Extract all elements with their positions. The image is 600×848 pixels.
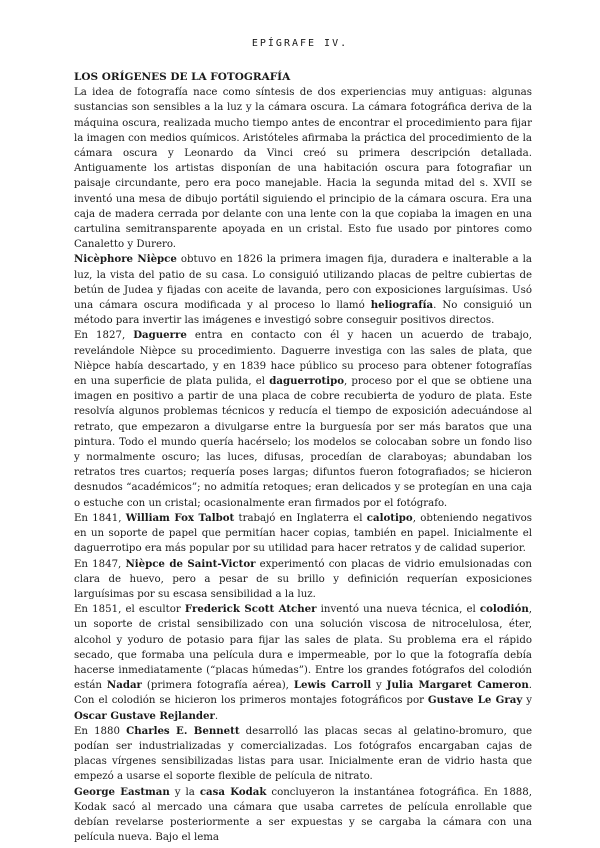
person-name: Frederick Scott Atcher [184, 603, 317, 616]
term: colodión [479, 603, 529, 616]
paragraph-3: En 1827, Daguerre entra en contacto con él y hacen un acuerdo de trabajo, revelándole Nièpce su procedimiento. Daguerre investiga con las sales de plata, que Nièpce había descartado, y en 1839 hace público su proceso para obtener fotografías en una superficie de plata pulida, el daguerrotipo, proceso por el que se obtiene una imagen en positivo a partir de una placa de cobre recubierta de yoduro de plata. Este resolvía algunos problemas técnicos y reducía el tiempo de exposición adecuándose al retrato, que empezaron a divulgarse entre la burguesía por ser más baratos que una pintura. Todo el mundo quería hacérselo; los modelos se colocaban sobre un fondo liso y normalmente oscuro; las luces, difusas, procedían de claraboyas; abundaban los retratos tres cuartos; requería poses largas; difuntos fueron fotografiados; se hicieron desnudos “académicos”; no admitía retoques; eran delicados y se protegían en una caja o estuche con un cristal; ocasionalmente eran firmados por el fotógrafo. [74, 329, 533, 509]
article-body [74, 70, 532, 845]
running-header: EPÍGRAFE IV. [251, 38, 349, 49]
term: calotipo [366, 511, 413, 524]
paragraph-8: George Eastman y la casa Kodak concluyeron la instantánea fotográfica. En 1888, Kodak sacó al mercado una cámara que usaba carretes de película enrollable que debían revelarse posteriormente a ser expuestas y se cargaba la cámara con una película nueva. Bajo el lema [74, 785, 532, 844]
paragraph-6: En 1851, el escultor Frederick Scott Atcher inventó una nueva técnica, el colodión, un soporte de cristal sensibilizado con una solución viscosa de nitrocelulosa, éter, alcohol y yoduro de potasio para fijar las sales de plata. Su problema era el rápido secado, que formaba una película dura e impermeable, por lo que la fotografía debía hacerse inmediatamente (“placas húmedas”). Entre los grandes fotógrafos del colodión están Nadar (primera fotografía aérea), Lewis Carroll y Julia Margaret Cameron. Con el colodión se hicieron los primeros montajes fotográficos por Gustave Le Gray y Oscar Gustave Rejlander. [74, 603, 533, 722]
paragraph-2: Nicèphore Nièpce obtuvo en 1826 la primera imagen fija, duradera e inalterable a la luz, la vista del patio de su casa. Lo consiguió utilizando placas de peltre cubiertas de betún de Judea y fijadas con aceite de lavanda, pero con exposiciones larguísimas. Usó una cámara oscura modificada y al proceso lo llamó heliografía. No consiguió un método para invertir las imágenes e investigó sobre conseguir positivos directos. [74, 253, 532, 327]
paragraph-4: En 1841, William Fox Talbot trabajó en Inglaterra el calotipo, obteniendo negativos en un soporte de papel que permitían hacer copias, también en papel. Inicialmente el daguerrotipo era más popular por su utilidad para hacer retratos y de calidad superior. [74, 511, 533, 555]
article-title: LOS ORÍGENES DE LA FOTOGRAFÍA [74, 71, 291, 83]
paragraph-1: La idea de fotografía nace como síntesis de dos experiencias muy antiguas: algunas sustancias son sensibles a la luz y la cámara oscura. La cámara fotográfica deriva de la máquina oscura, realizada mucho tiempo antes de encontrar el procedimiento para fijar la imagen con medios químicos. Aristóteles afirmaba la práctica del procedimiento de la cámara oscura y Leonardo da Vinci creó su primera descripción detallada. Antiguamente los artistas disponían de una habitación oscura para fotografiar un paisaje circundante, pero era poco manejable. Hacia la segunda mitad del s. XVII se inventó una mesa de dibujo portátil siguiendo el principio de la cámara oscura. Era una caja de madera cerrada por delante con una lente con la que copiaba la imagen en una cartulina semitransparente apoyada en un cristal. Esto fue usado por pintores como Canaletto y Durero. [74, 87, 532, 251]
person-name: Lewis Carroll [293, 679, 372, 692]
paragraph-5: En 1847, Nièpce de Saint-Victor experimentó con placas de vidrio emulsionadas con clara de huevo, pero a pesar de su brillo y definición requerían exposiciones larguísimas por su escasa sensibilidad a la luz. [74, 557, 532, 600]
term: casa Kodak [199, 785, 267, 798]
person-name: Nicèphore Nièpce [74, 253, 177, 266]
paragraph-7: En 1880 Charles E. Bennett desarrolló las placas secas al gelatino-bromuro, que podían ser industrializadas y comercializadas. Los fotógrafos encargaban cajas de placas vírgenes sensibilizadas listas para usar. Inicialmente eran de vidrio hasta que empezó a usarse el soporte flexible de película de nitrato. [74, 724, 532, 783]
person-name: Nièpce de Saint-Victor [125, 557, 256, 570]
person-name: Charles E. Bennett [126, 724, 240, 737]
term: daguerrotipo [269, 375, 344, 388]
term: heliografía [370, 299, 434, 312]
person-name: George Eastman [74, 785, 170, 798]
person-name: Nadar [106, 679, 142, 692]
person-name: Gustave Le Gray [427, 694, 523, 707]
person-name: Julia Margaret Cameron [386, 679, 529, 692]
person-name: Oscar Gustave Rejlander [74, 709, 215, 722]
person-name: Daguerre [133, 329, 187, 342]
person-name: William Fox Talbot [125, 511, 235, 524]
